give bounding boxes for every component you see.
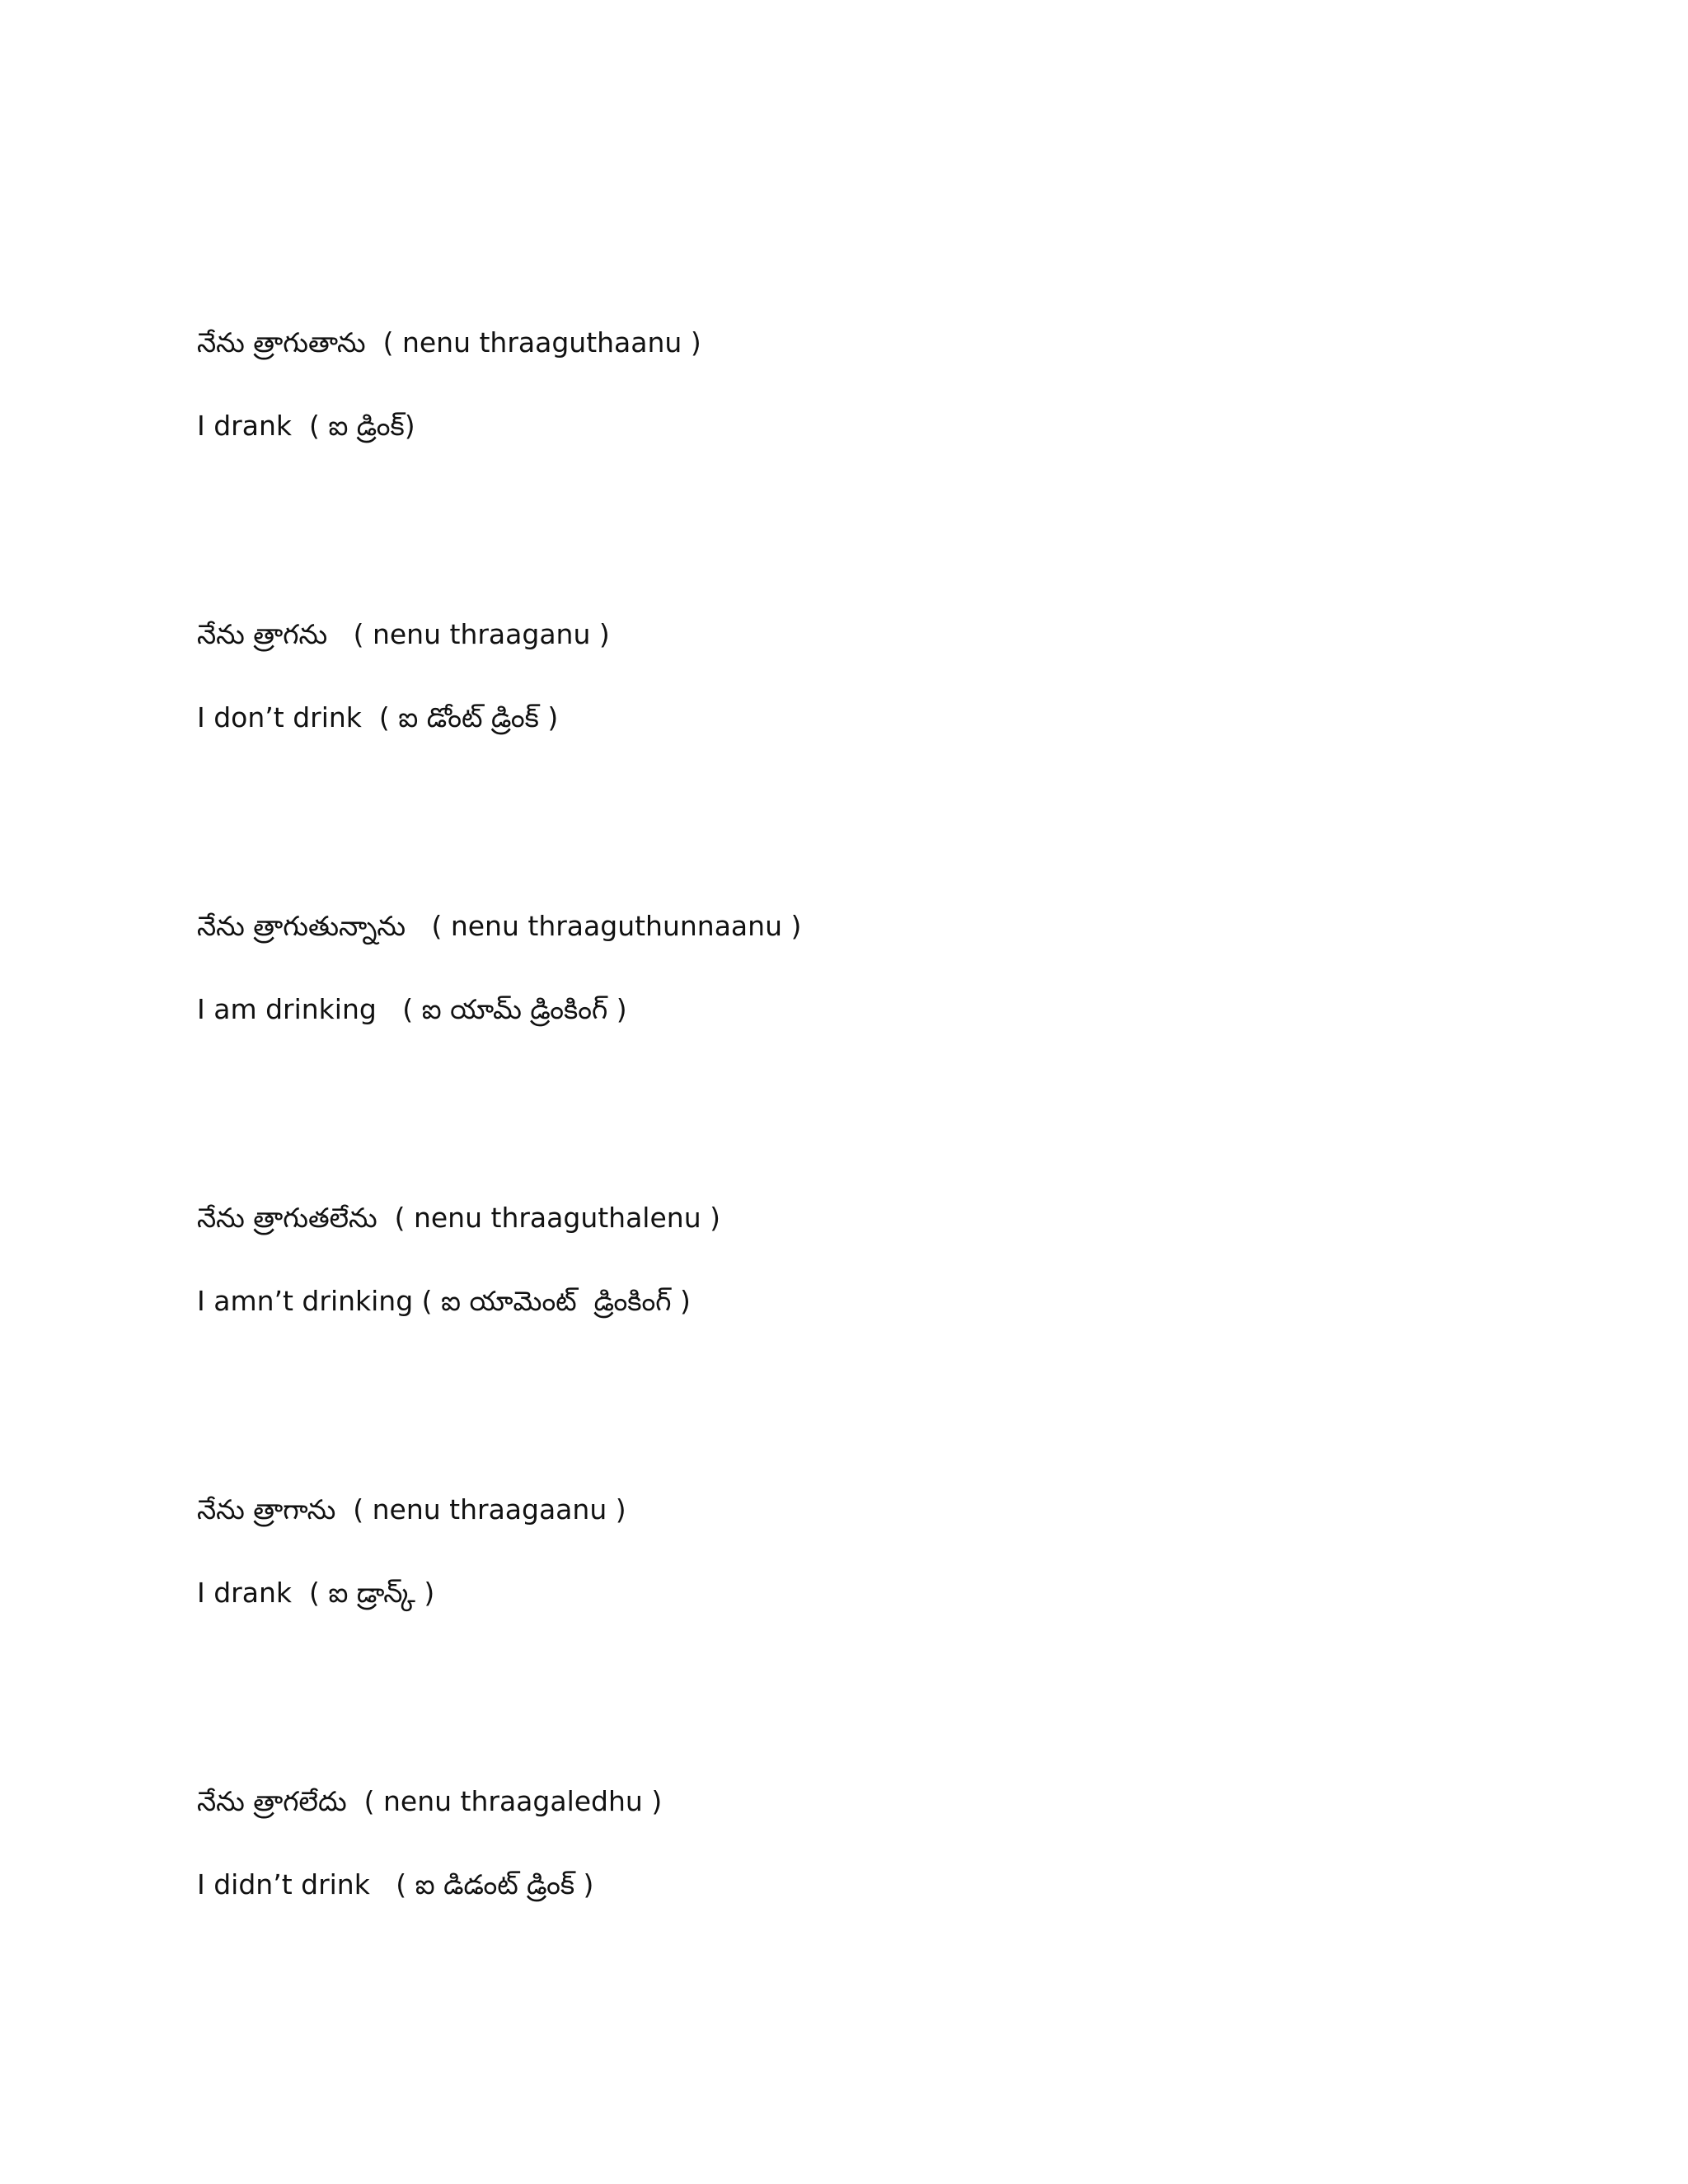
- entry-6-telugu: నేను త్రాగలేదు ( nenu thraagaledhu ): [197, 1785, 663, 1817]
- entry-6-english: I didn’t drink ( ఐ డిడంట్ డ్రింక్ ): [197, 1868, 594, 1900]
- entry-1-english: I drank ( ఐ డ్రింక్): [197, 410, 415, 442]
- entry-4-telugu: నేను త్రాగుతలేను ( nenu thraaguthalenu ): [197, 1202, 720, 1234]
- entry-4-english: I amn’t drinking ( ఐ యామెంట్ డ్రింకింగ్ ): [197, 1285, 691, 1317]
- entry-3-telugu: నేను త్రాగుతున్నాను ( nenu thraaguthunnaanu ): [197, 910, 802, 942]
- entry-5-telugu: నేను త్రాగాను ( nenu thraagaanu ): [197, 1493, 626, 1526]
- entry-5-english: I drank ( ఐ డ్రాన్క్ ): [197, 1577, 435, 1609]
- entry-3-english: I am drinking ( ఐ యామ్ డ్రింకింగ్ ): [197, 993, 627, 1025]
- entry-1-telugu: నేను త్రాగుతాను ( nenu thraaguthaanu ): [197, 326, 701, 359]
- entry-2-telugu: నేను త్రాగను ( nenu thraaganu ): [197, 618, 610, 650]
- entry-2-english: I don’t drink ( ఐ డోంట్ డ్రింక్ ): [197, 701, 559, 733]
